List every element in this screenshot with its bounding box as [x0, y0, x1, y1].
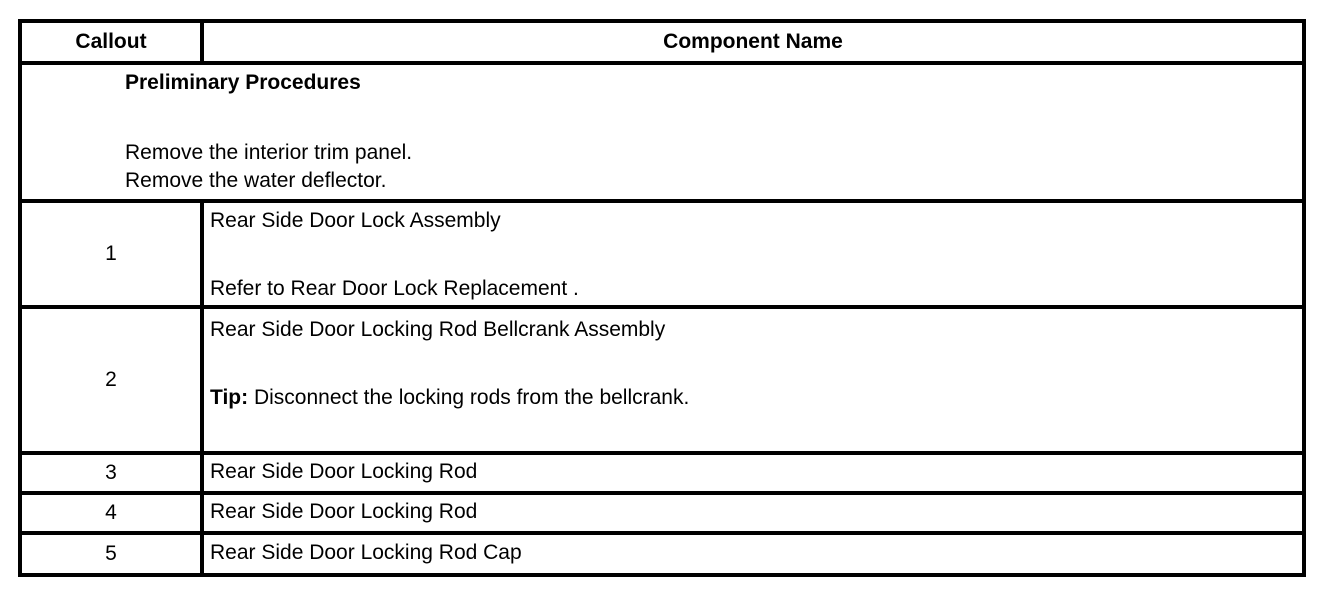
callout-cell: [22, 455, 200, 491]
callout-number: 1: [105, 242, 117, 265]
component-name: Rear Side Door Locking Rod Cap: [210, 541, 522, 564]
header-component-label: Component Name: [663, 30, 843, 53]
component-name: Rear Side Door Locking Rod Bellcrank Assembly: [210, 318, 666, 341]
callout-cell: [22, 535, 200, 573]
callout-number: 2: [105, 368, 117, 391]
component-cell: [204, 309, 1302, 451]
component-tip: [210, 386, 689, 410]
component-cell: [204, 203, 1302, 305]
callout-number: 5: [105, 542, 117, 565]
preliminary-title: Preliminary Procedures: [125, 71, 361, 94]
component-name: Rear Side Door Locking Rod: [210, 460, 478, 483]
callout-cell: [22, 495, 200, 531]
callout-number: 4: [105, 501, 117, 524]
component-note: Refer to Rear Door Lock Replacement .: [210, 277, 579, 300]
component-cell: [204, 535, 1302, 573]
component-table: [18, 19, 1306, 577]
header-component-name: [204, 23, 1302, 61]
preliminary-procedures: [22, 65, 1302, 199]
component-name: Rear Side Door Lock Assembly: [210, 209, 501, 232]
component-cell: [204, 495, 1302, 531]
callout-number: 3: [105, 461, 117, 484]
callout-cell: [22, 309, 200, 451]
callout-cell: [22, 203, 200, 305]
header-callout-label: Callout: [75, 30, 147, 53]
preliminary-step: Remove the interior trim panel.: [125, 141, 413, 164]
tip-text: Disconnect the locking rods from the bellcrank.: [248, 386, 690, 409]
header-callout: [22, 23, 200, 61]
tip-label: Tip:: [210, 386, 249, 409]
component-name: Rear Side Door Locking Rod: [210, 500, 478, 523]
preliminary-step: Remove the water deflector.: [125, 169, 387, 192]
component-cell: [204, 455, 1302, 491]
